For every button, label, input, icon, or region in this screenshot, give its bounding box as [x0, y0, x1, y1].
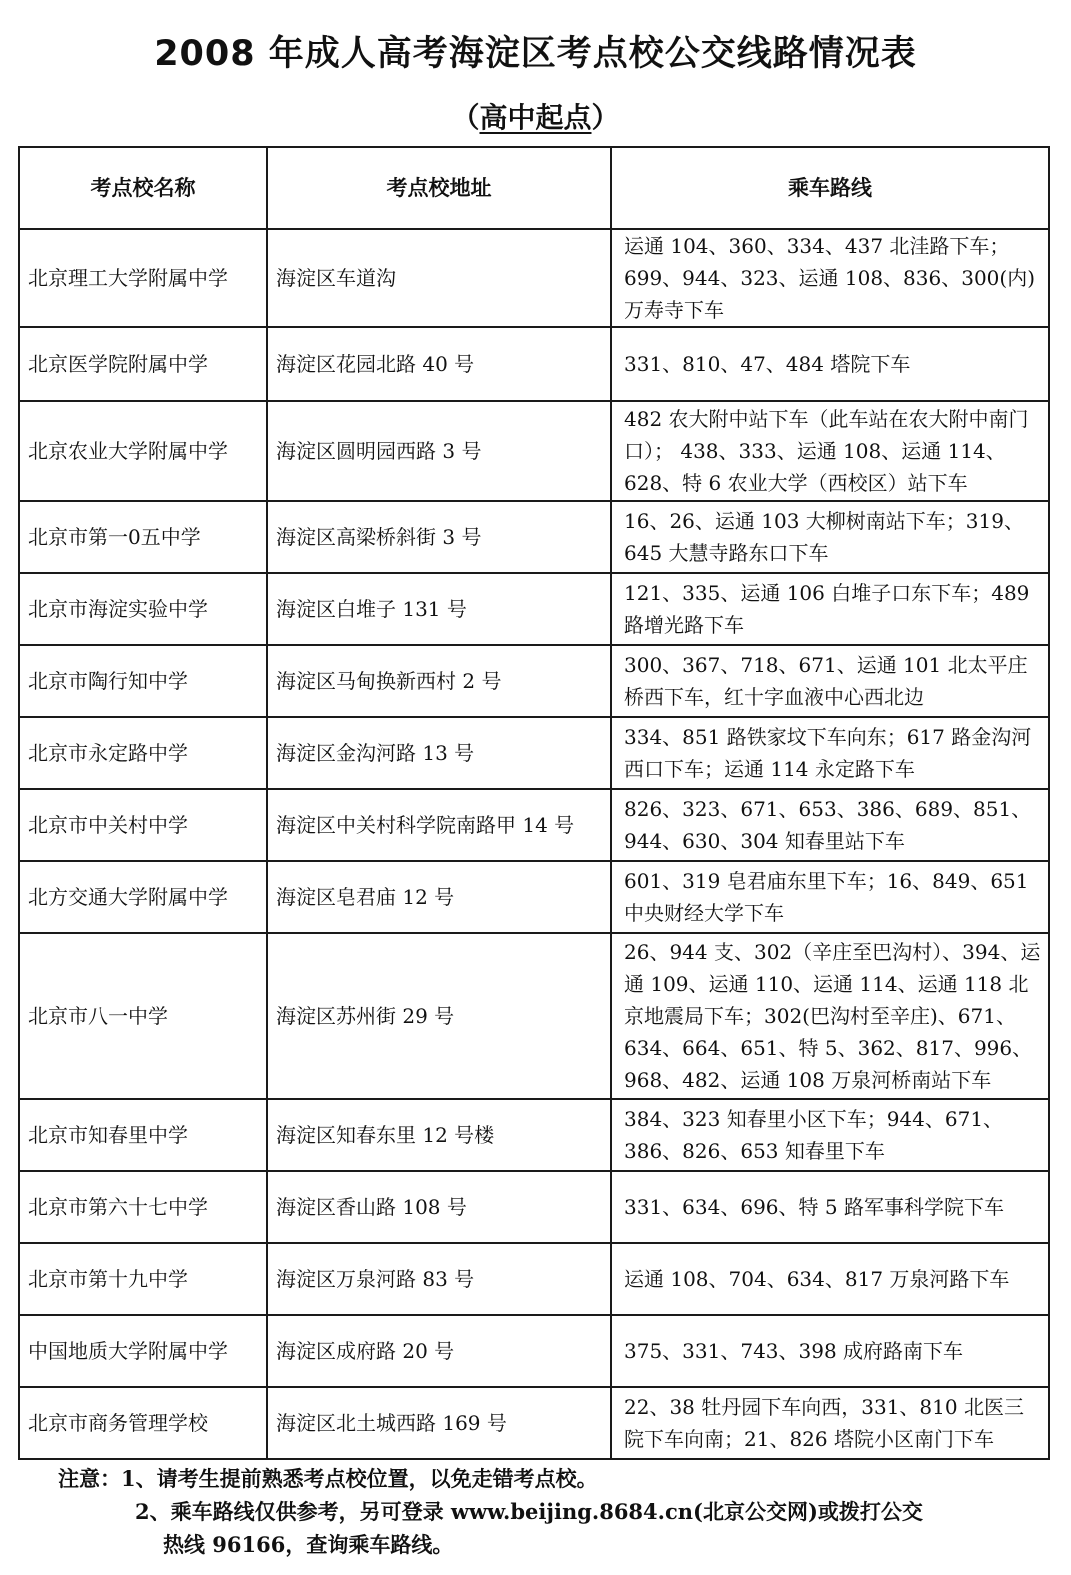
subtitle-text: 高中起点: [479, 101, 592, 134]
school-address: 海淀区万泉河路 83 号: [267, 1243, 611, 1315]
table-row: [19, 1387, 1049, 1459]
table-row: [19, 401, 1049, 501]
school-name: 北京市中关村中学: [19, 789, 267, 861]
bus-route: 22、38 牡丹园下车向西，331、810 北医三院下车向南；21、826 塔院小区南门下车: [611, 1387, 1049, 1459]
note-item-2: 2、乘车路线仅供参考，另可登录 www.beijing.8684.cn(北京公交网)或拨打公交: [135, 1499, 923, 1524]
table-row: [19, 861, 1049, 933]
school-address: 海淀区苏州街 29 号: [267, 933, 611, 1099]
school-address: 海淀区圆明园西路 3 号: [267, 401, 611, 501]
header-school-name: 考点校名称: [19, 147, 267, 229]
table-header-row: [19, 147, 1049, 229]
table-row: [19, 573, 1049, 645]
note-item-1: 1、请考生提前熟悉考点校位置，以免走错考点校。: [121, 1466, 598, 1491]
school-name: 北京市知春里中学: [19, 1099, 267, 1171]
table-row: [19, 501, 1049, 573]
bus-route-table: [18, 146, 1050, 1460]
school-name: 北京农业大学附属中学: [19, 401, 267, 501]
school-name: 中国地质大学附属中学: [19, 1315, 267, 1387]
bus-route: 334、851 路铁家坟下车向东；617 路金沟河西口下车；运通 114 永定路下车: [611, 717, 1049, 789]
school-name: 北京市陶行知中学: [19, 645, 267, 717]
bus-route: 826、323、671、653、386、689、851、944、630、304 知春里站下车: [611, 789, 1049, 861]
school-address: 海淀区高梁桥斜街 3 号: [267, 501, 611, 573]
school-address: 海淀区花园北路 40 号: [267, 327, 611, 401]
school-address: 海淀区皂君庙 12 号: [267, 861, 611, 933]
notes-label: 注意：: [58, 1466, 121, 1491]
note-item-2-cont: 热线 96166，查询乘车路线。: [163, 1532, 454, 1557]
table-row: [19, 229, 1049, 327]
note-line-3: [58, 1528, 1048, 1561]
school-address: 海淀区香山路 108 号: [267, 1171, 611, 1243]
table-row: [19, 789, 1049, 861]
school-name: 北京市永定路中学: [19, 717, 267, 789]
bus-route: 121、335、运通 106 白堆子口东下车；489 路增光路下车: [611, 573, 1049, 645]
table-row: [19, 327, 1049, 401]
table-row: [19, 1171, 1049, 1243]
header-bus-route: 乘车路线: [611, 147, 1049, 229]
page-subtitle: [0, 96, 1071, 136]
school-name: 北京医学院附属中学: [19, 327, 267, 401]
bus-route: 331、634、696、特 5 路军事科学院下车: [611, 1171, 1049, 1243]
school-name: 北京市八一中学: [19, 933, 267, 1099]
page-title: 2008 年成人高考海淀区考点校公交线路情况表: [154, 34, 917, 74]
school-name: 北京市海淀实验中学: [19, 573, 267, 645]
note-line-2: [58, 1495, 1048, 1528]
bus-route: 375、331、743、398 成府路南下车: [611, 1315, 1049, 1387]
bus-route: 运通 108、704、634、817 万泉河路下车: [611, 1243, 1049, 1315]
school-address: 海淀区成府路 20 号: [267, 1315, 611, 1387]
table-row: [19, 1315, 1049, 1387]
bus-route: 331、810、47、484 塔院下车: [611, 327, 1049, 401]
school-address: 海淀区北土城西路 169 号: [267, 1387, 611, 1459]
note-line-1: [58, 1462, 1048, 1495]
school-address: 海淀区白堆子 131 号: [267, 573, 611, 645]
table-row: [19, 933, 1049, 1099]
subtitle-close-paren: ）: [591, 101, 620, 134]
table-row: [19, 717, 1049, 789]
school-name: 北方交通大学附属中学: [19, 861, 267, 933]
bus-route: 26、944 支、302（辛庄至巴沟村）、394、运通 109、运通 110、运通 114、运通 118 北京地震局下车；302(巴沟村至辛庄)、671、634、664、651、特 5、362、817、996、968、482、运通 108 万泉河桥南站下车: [611, 933, 1049, 1099]
school-address: 海淀区知春东里 12 号楼: [267, 1099, 611, 1171]
header-school-address: 考点校地址: [267, 147, 611, 229]
table-row: [19, 1243, 1049, 1315]
school-name: 北京市商务管理学校: [19, 1387, 267, 1459]
school-address: 海淀区金沟河路 13 号: [267, 717, 611, 789]
school-address: 海淀区马甸换新西村 2 号: [267, 645, 611, 717]
bus-route: 384、323 知春里小区下车；944、671、386、826、653 知春里下车: [611, 1099, 1049, 1171]
bus-route: 16、26、运通 103 大柳树南站下车；319、645 大慧寺路东口下车: [611, 501, 1049, 573]
school-name: 北京理工大学附属中学: [19, 229, 267, 327]
subtitle-open-paren: （: [451, 101, 480, 134]
school-name: 北京市第十九中学: [19, 1243, 267, 1315]
school-address: 海淀区中关村科学院南路甲 14 号: [267, 789, 611, 861]
table-row: [19, 1099, 1049, 1171]
school-name: 北京市第一0五中学: [19, 501, 267, 573]
bus-route: 601、319 皂君庙东里下车；16、849、651 中央财经大学下车: [611, 861, 1049, 933]
school-name: 北京市第六十七中学: [19, 1171, 267, 1243]
table-row: [19, 645, 1049, 717]
bus-route: 运通 104、360、334、437 北洼路下车； 699、944、323、运通 108、836、300(内)万寿寺下车: [611, 229, 1049, 327]
notes-section: [58, 1462, 1048, 1561]
bus-route: 300、367、718、671、运通 101 北太平庄桥西下车，红十字血液中心西北边: [611, 645, 1049, 717]
school-address: 海淀区车道沟: [267, 229, 611, 327]
bus-route: 482 农大附中站下车（此车站在农大附中南门口）； 438、333、运通 108、运通 114、628、特 6 农业大学（西校区）站下车: [611, 401, 1049, 501]
